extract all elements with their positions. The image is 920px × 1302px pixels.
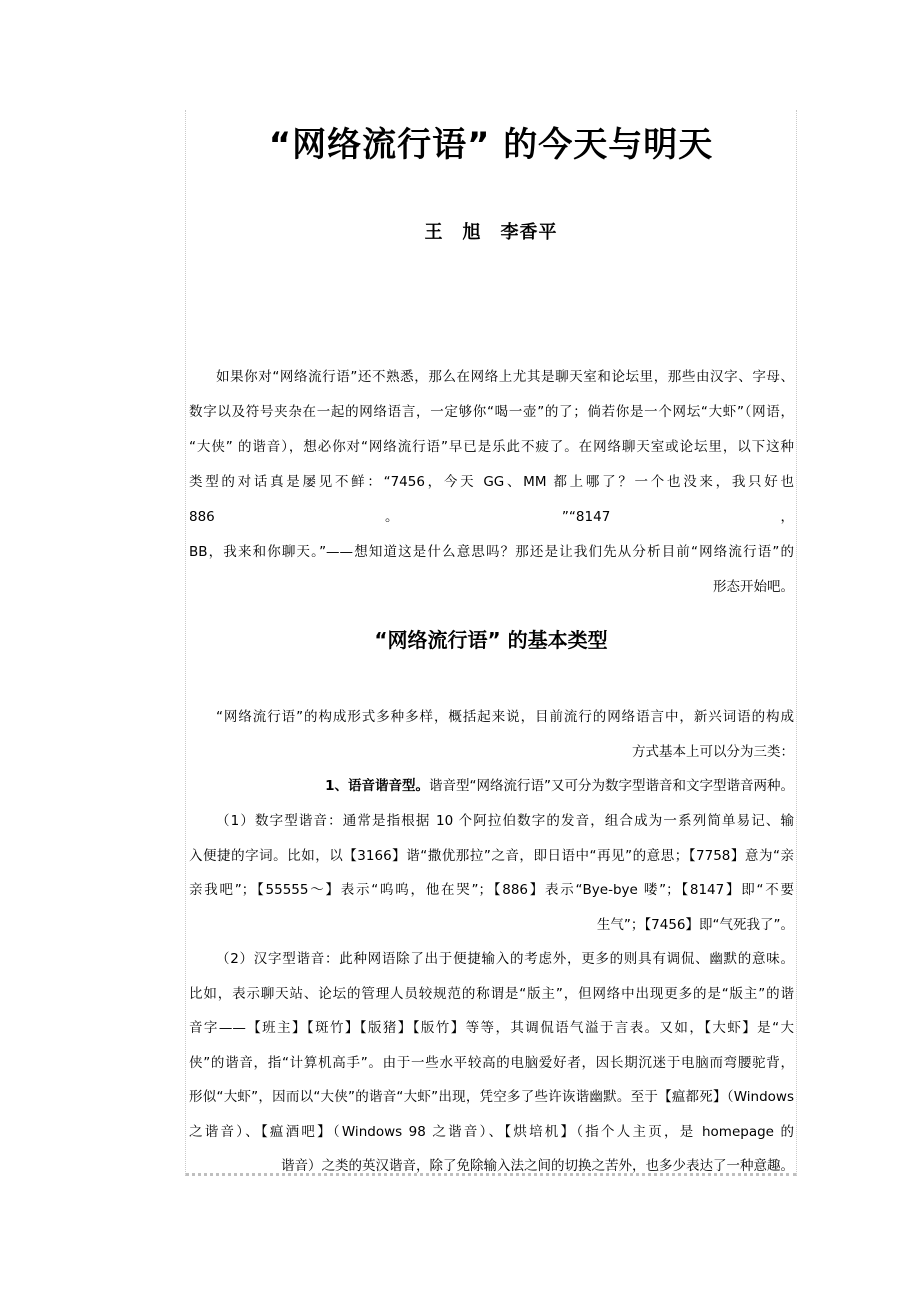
text-line: “网络流行语”的构成形式多种多样，概括起来说，目前流行的网络语言中，新兴词语的构成 [216,709,794,725]
text-line: 生气”；【7456】即“气死我了”。 [596,916,794,933]
page-title: “网络流行语” 的今天与明天 [268,125,714,165]
text-line: 类型的对话真是屡见不鲜：“7456，今天 GG、MM 都上哪了？一个也没来，我只好也 886。”“8147， [189,474,794,525]
authors-line: 王 旭 李香平 [424,222,558,243]
body-blocks [189,110,794,1173]
text-line: 形态开始吧。 [713,579,794,595]
document-page [185,110,797,1176]
text-line: 亲我吧”；【55555～】表示“呜呜，他在哭”；【886】表示“Bye-bye 喽”；【8147】即“不要 [189,882,794,898]
text-line: “大侠” 的谐音），想必你对“网络流行语”早已是乐此不疲了。在网络聊天室或论坛里，以下这种 [189,439,794,455]
text-line: 音字——【班主】【斑竹】【版猪】【版竹】等等，其调侃语气溢于言表。又如，【大虾】是“大 [189,1020,794,1036]
section-heading: “网络流行语” 的基本类型 [374,628,608,652]
paragraph [189,804,794,942]
text-line: 方式基本上可以分为三类： [632,743,794,760]
text-line: （1）数字型谐音：通常是指根据 10 个阿拉伯数字的发音，组合成为一系列简单易记、输 [216,813,794,829]
text-line: 1、语音谐音型。谐音型“网络流行语”又可分为数字型谐音和文字型谐音两种。 [325,778,794,794]
text-line: 比如，表示聊天站、论坛的管理人员较规范的称谓是“版主”，但网络中出现更多的是“版主”的谐 [189,985,794,1002]
text-line: 形似“大虾”，因而以“大侠”的谐音“大虾”出现，凭空多了些许诙谐幽默。至于【瘟都死】（Windows [189,1089,794,1105]
text-line: 入便捷的字词。比如，以【3166】谐“撒优那拉”之音，即日语中“再见”的意思；【7758】意为“亲 [189,847,794,864]
text-line: 数字以及符号夹杂在一起的网络语言，一定够你“喝一壶”的了；倘若你是一个网坛“大虾”（网语， [189,404,794,420]
paragraph [189,769,794,804]
text-line: 如果你对“网络流行语”还不熟悉，那么在网络上尤其是聊天室和论坛里，那些由汉字、字母、 [216,369,794,385]
paragraph [189,360,794,605]
text-line: 之谐音）、【瘟酒吧】（Windows 98 之谐音）、【烘培机】（指个人主页，是 homepage 的 [189,1123,794,1140]
paragraph [189,942,794,1184]
paragraph [189,700,794,769]
text-line: 侠”的谐音，指“计算机高手”。由于一些水平较高的电脑爱好者，因长期沉迷于电脑而弯腰驼背， [189,1054,794,1071]
text-line: 谐音）之类的英汉谐音，除了免除输入法之间的切换之苦外，也多少表达了一种意趣。 [281,1158,794,1174]
text-line: BB，我来和你聊天。”——想知道这是什么意思吗？那还是让我们先从分析目前“网络流行语”的 [189,544,794,560]
text-line: （2）汉字型谐音：此种网语除了出于便捷输入的考虑外，更多的则具有调侃、幽默的意味。 [216,951,794,967]
